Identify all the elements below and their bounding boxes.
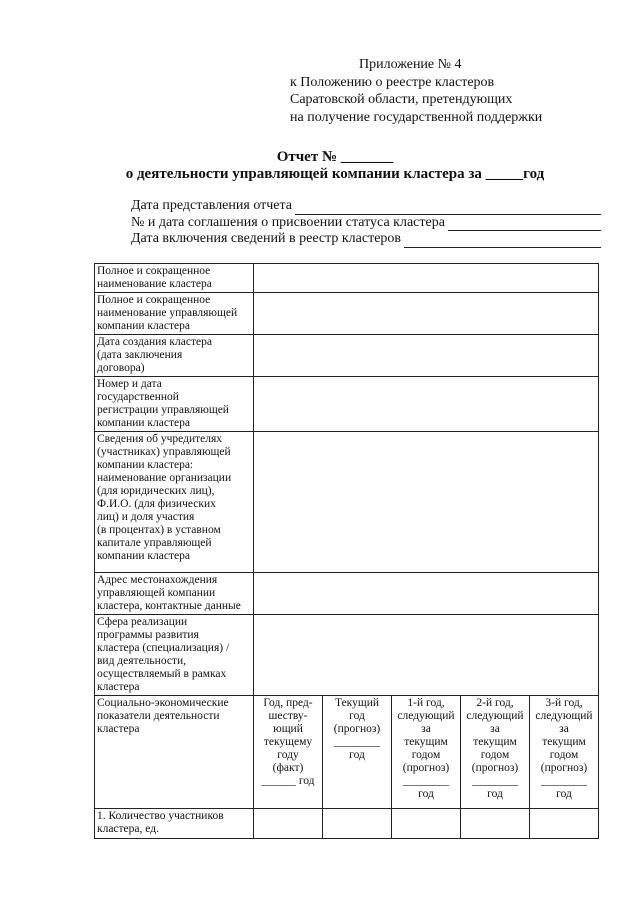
cell-line: кластера	[97, 723, 140, 735]
table-row	[95, 293, 599, 335]
cell-line: Сфера реализации	[97, 616, 188, 628]
column-header-prev-year	[254, 696, 323, 809]
cell-line: Дата создания кластера	[97, 336, 212, 348]
field-blank-line[interactable]	[448, 218, 601, 231]
header-line: годом	[480, 749, 510, 761]
appendix-header	[290, 56, 620, 126]
row-value-cell[interactable]	[254, 432, 599, 573]
cell-line: (участниках) управляющей	[97, 446, 231, 458]
header-line: текущим	[473, 736, 517, 748]
row-label-cell	[95, 293, 254, 335]
value-cell[interactable]	[254, 809, 323, 839]
header-line: (прогноз)	[402, 762, 450, 774]
report-fields	[131, 198, 601, 248]
cell-line: наименование кластера	[97, 278, 212, 290]
cell-line: регистрации управляющей	[97, 404, 229, 416]
field-blank-line[interactable]	[295, 202, 601, 215]
field-blank-line[interactable]	[404, 235, 601, 248]
appendix-line: к Положению о реестре кластеров	[290, 74, 495, 90]
report-subtitle: о деятельности управляющей компании кластера за _____год	[125, 166, 545, 182]
row-value-cell[interactable]	[254, 615, 599, 696]
column-header-year-3	[530, 696, 599, 809]
header-line: год	[418, 788, 434, 800]
table-row	[95, 809, 599, 839]
row-label-cell	[95, 335, 254, 377]
header-line: (прогноз)	[471, 762, 519, 774]
header-line: ______ год	[261, 775, 315, 787]
value-cell[interactable]	[323, 809, 392, 839]
header-line: ________	[541, 775, 587, 787]
cell-line: кластера, контактные данные	[97, 600, 241, 612]
header-line: за	[421, 723, 431, 735]
appendix-title: Приложение № 4	[359, 57, 462, 72]
row-value-cell[interactable]	[254, 335, 599, 377]
cell-line: осуществляемый в рамках	[97, 668, 227, 680]
table-row	[95, 377, 599, 432]
header-line: год	[556, 788, 572, 800]
row-label-cell	[95, 377, 254, 432]
field-submission-date	[131, 198, 601, 215]
header-line: за	[490, 723, 500, 735]
header-line: ________	[334, 736, 380, 748]
cell-line: компании кластера	[97, 417, 190, 429]
header-line: Текущий	[334, 697, 380, 709]
cell-line: наименование управляющей	[97, 307, 238, 319]
cell-line: договора)	[97, 362, 145, 374]
cell-line: компании кластера:	[97, 459, 194, 471]
cell-line: Ф.И.О. (для физических	[97, 498, 216, 510]
cell-line: кластера (специализация) /	[97, 642, 230, 654]
cell-line: 1. Количество участников	[97, 810, 224, 822]
indicators-header-row	[95, 696, 599, 809]
indicator-label-cell	[95, 809, 254, 839]
row-label-cell	[95, 264, 254, 293]
header-line: ________	[472, 775, 518, 787]
header-line: (прогноз)	[540, 762, 588, 774]
header-line: (факт)	[272, 762, 304, 774]
cell-line: (дата заключения	[97, 349, 183, 361]
row-label-cell	[95, 573, 254, 615]
table-row	[95, 615, 599, 696]
cell-line: государственной	[97, 391, 179, 403]
table-row	[95, 264, 599, 293]
cell-line: компании кластера	[97, 550, 190, 562]
header-line: текущим	[404, 736, 448, 748]
cell-line: Сведения об учредителях	[97, 433, 223, 445]
header-line: Год, пред-	[263, 697, 313, 709]
header-line: шеству-	[268, 710, 308, 722]
report-title: Отчет № _______	[276, 149, 394, 165]
cell-line: лиц) и доля участия	[97, 511, 195, 523]
field-label: № и дата соглашения о присвоении статуса кластера	[131, 214, 445, 230]
table-row	[95, 573, 599, 615]
header-line: за	[559, 723, 569, 735]
row-value-cell[interactable]	[254, 573, 599, 615]
indicators-header-cell	[95, 696, 254, 809]
table-row	[95, 432, 599, 573]
row-value-cell[interactable]	[254, 377, 599, 432]
cell-line: программы развития	[97, 629, 199, 641]
header-line: следующий	[535, 710, 593, 722]
cell-line: Полное и сокращенное	[97, 265, 211, 277]
cell-line: (для юридических лиц),	[97, 485, 215, 497]
cell-line: Номер и дата	[97, 378, 162, 390]
header-line: год	[487, 788, 503, 800]
row-value-cell[interactable]	[254, 293, 599, 335]
column-header-year-2	[461, 696, 530, 809]
header-line: годом	[549, 749, 579, 761]
field-label: Дата представления отчета	[131, 198, 293, 213]
row-label-cell	[95, 615, 254, 696]
header-line: ________	[403, 775, 449, 787]
column-header-current-year	[323, 696, 392, 809]
cell-line: компании кластера	[97, 320, 190, 332]
field-registry-date	[131, 231, 601, 248]
appendix-line: Саратовской области, претендующих	[290, 92, 513, 107]
header-line: (прогноз)	[333, 723, 381, 735]
cell-line: Адрес местонахождения	[97, 574, 218, 586]
header-line: ющий	[273, 723, 303, 735]
column-header-year-1	[392, 696, 461, 809]
header-line: году	[277, 749, 299, 761]
header-line: 2-й год,	[476, 697, 514, 709]
header-line: год	[349, 749, 365, 761]
cell-line: капитале управляющей	[97, 537, 212, 549]
value-cell[interactable]	[392, 809, 461, 839]
table-row	[95, 335, 599, 377]
cell-line: (в процентах) в уставном	[97, 524, 221, 536]
value-cell[interactable]	[530, 809, 599, 839]
cell-line: вид деятельности,	[97, 655, 187, 667]
cell-line: наименование организации	[97, 472, 232, 484]
cell-line: кластера	[97, 681, 140, 693]
value-cell[interactable]	[461, 809, 530, 839]
header-line: 1-й год,	[407, 697, 445, 709]
row-value-cell[interactable]	[254, 264, 599, 293]
header-line: следующий	[397, 710, 455, 722]
field-label: Дата включения сведений в реестр кластеров	[131, 231, 402, 246]
header-line: следующий	[466, 710, 524, 722]
header-line: годом	[411, 749, 441, 761]
header-line: текущему	[263, 736, 313, 748]
cell-line: показатели деятельности	[97, 710, 220, 722]
cell-line: управляющей компании	[97, 587, 216, 599]
header-line: 3-й год,	[545, 697, 583, 709]
appendix-line: на получение государственной поддержки	[290, 109, 543, 125]
header-line: текущим	[542, 736, 586, 748]
cluster-info-table	[94, 263, 599, 839]
cell-line: Социально-экономические	[97, 697, 229, 709]
field-agreement	[131, 215, 601, 232]
cell-line: Полное и сокращенное	[97, 294, 211, 306]
cell-line: кластера, ед.	[97, 823, 159, 835]
row-label-cell	[95, 432, 254, 573]
header-line: год	[349, 710, 365, 722]
